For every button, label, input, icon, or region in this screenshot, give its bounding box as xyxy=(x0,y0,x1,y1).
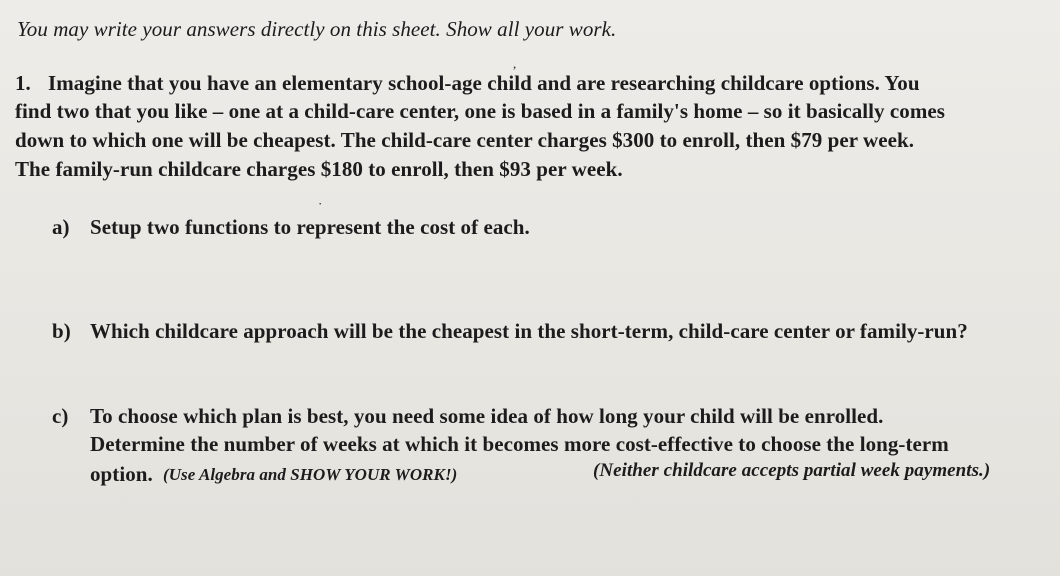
part-b-text: Which childcare approach will be the cheapest in the short-term, child-care center or family-run? xyxy=(90,319,968,343)
part-c-line-3: option. xyxy=(90,462,153,486)
problem-line-1: Imagine that you have an elementary school-age child and are researching childcare options. You xyxy=(48,71,920,95)
problem-number: 1. xyxy=(15,71,31,95)
instructions: You may write your answers directly on this sheet. Show all your work. xyxy=(17,17,617,41)
part-c-line-1: To choose which plan is best, you need some idea of how long your child will be enrolled. xyxy=(90,404,884,428)
problem-line-4: The family-run childcare charges $180 to enroll, then $93 per week. xyxy=(15,157,623,181)
part-c-note-partial-week: (Neither childcare accepts partial week payments.) xyxy=(593,460,991,481)
part-b-label: b) xyxy=(52,319,71,343)
problem-line-3: down to which one will be cheapest. The child-care center charges $300 to enroll, then $79 per week. xyxy=(15,128,914,152)
problem-line-2: find two that you like – one at a child-care center, one is based in a family's home – so it basically comes xyxy=(15,99,945,123)
part-c-line-2: Determine the number of weeks at which it becomes more cost-effective to choose the long-term xyxy=(90,432,949,456)
part-a-text: Setup two functions to represent the cost of each. xyxy=(90,215,530,239)
pen-mark: · xyxy=(318,196,323,211)
part-c-label: c) xyxy=(52,404,69,428)
part-c-note-algebra: (Use Algebra and SHOW YOUR WORK!) xyxy=(163,465,458,484)
pen-mark: , xyxy=(513,56,517,71)
part-a-label: a) xyxy=(52,215,70,239)
